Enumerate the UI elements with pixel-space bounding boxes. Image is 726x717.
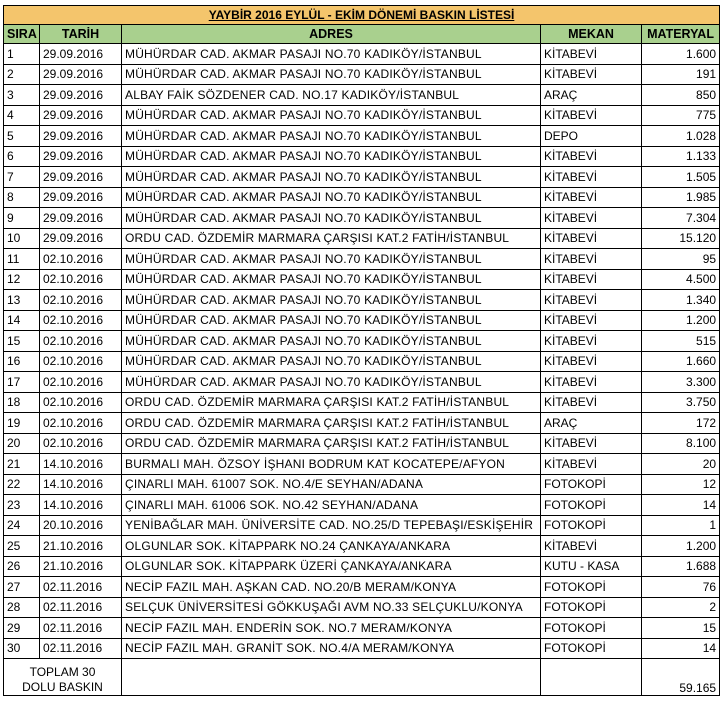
- cell-materyal: 2: [642, 597, 720, 618]
- header-adres: ADRES: [122, 25, 541, 44]
- cell-materyal: 12: [642, 474, 720, 495]
- table-row: [4, 228, 720, 249]
- cell-adres: MÜHÜRDAR CAD. AKMAR PASAJI NO.70 KADIKÖY/İSTANBUL: [122, 146, 541, 167]
- cell-tarih: 29.09.2016: [40, 44, 122, 65]
- table-row: [4, 638, 720, 659]
- header-mekan: MEKAN: [541, 25, 642, 44]
- total-empty-adres: [122, 659, 541, 696]
- cell-mekan: KİTABEVİ: [541, 433, 642, 454]
- table-row: [4, 44, 720, 65]
- cell-adres: MÜHÜRDAR CAD. AKMAR PASAJI NO.70 KADIKÖY/İSTANBUL: [122, 167, 541, 188]
- total-label-line1: TOPLAM 30: [29, 665, 96, 679]
- table-row: [4, 515, 720, 536]
- cell-mekan: FOTOKOPİ: [541, 597, 642, 618]
- cell-adres: MÜHÜRDAR CAD. AKMAR PASAJI NO.70 KADIKÖY/İSTANBUL: [122, 310, 541, 331]
- cell-adres: MÜHÜRDAR CAD. AKMAR PASAJI NO.70 KADIKÖY/İSTANBUL: [122, 208, 541, 229]
- header-row: [4, 25, 720, 44]
- cell-adres: MÜHÜRDAR CAD. AKMAR PASAJI NO.70 KADIKÖY/İSTANBUL: [122, 249, 541, 270]
- cell-tarih: 02.11.2016: [40, 597, 122, 618]
- cell-mekan: KİTABEVİ: [541, 372, 642, 393]
- table-row: [4, 64, 720, 85]
- cell-materyal: 1.133: [642, 146, 720, 167]
- cell-sira: 4: [4, 105, 40, 126]
- cell-sira: 25: [4, 536, 40, 557]
- cell-mekan: KİTABEVİ: [541, 269, 642, 290]
- table-row: [4, 249, 720, 270]
- table-body: [4, 44, 720, 659]
- table-row: [4, 556, 720, 577]
- table-row: [4, 392, 720, 413]
- raid-list-table: [3, 5, 720, 696]
- cell-tarih: 02.10.2016: [40, 372, 122, 393]
- cell-tarih: 29.09.2016: [40, 228, 122, 249]
- cell-adres: MÜHÜRDAR CAD. AKMAR PASAJI NO.70 KADIKÖY/İSTANBUL: [122, 269, 541, 290]
- cell-adres: ORDU CAD. ÖZDEMİR MARMARA ÇARŞISI KAT.2 FATİH/İSTANBUL: [122, 413, 541, 434]
- cell-sira: 26: [4, 556, 40, 577]
- table-row: [4, 290, 720, 311]
- cell-mekan: KİTABEVİ: [541, 64, 642, 85]
- table-row: [4, 474, 720, 495]
- cell-tarih: 29.09.2016: [40, 105, 122, 126]
- cell-materyal: 76: [642, 577, 720, 598]
- cell-sira: 3: [4, 85, 40, 106]
- cell-adres: MÜHÜRDAR CAD. AKMAR PASAJI NO.70 KADIKÖY/İSTANBUL: [122, 331, 541, 352]
- cell-tarih: 02.11.2016: [40, 577, 122, 598]
- cell-sira: 1: [4, 44, 40, 65]
- cell-mekan: KİTABEVİ: [541, 536, 642, 557]
- cell-sira: 7: [4, 167, 40, 188]
- cell-sira: 23: [4, 495, 40, 516]
- cell-adres: ORDU CAD. ÖZDEMİR MARMARA ÇARŞISI KAT.2 FATİH/İSTANBUL: [122, 433, 541, 454]
- cell-mekan: KİTABEVİ: [541, 290, 642, 311]
- table-row: [4, 495, 720, 516]
- table-row: [4, 105, 720, 126]
- cell-materyal: 515: [642, 331, 720, 352]
- cell-materyal: 1: [642, 515, 720, 536]
- cell-tarih: 02.10.2016: [40, 433, 122, 454]
- header-materyal: MATERYAL: [642, 25, 720, 44]
- cell-adres: MÜHÜRDAR CAD. AKMAR PASAJI NO.70 KADIKÖY/İSTANBUL: [122, 105, 541, 126]
- cell-tarih: 29.09.2016: [40, 85, 122, 106]
- cell-tarih: 14.10.2016: [40, 474, 122, 495]
- cell-sira: 29: [4, 618, 40, 639]
- cell-materyal: 1.985: [642, 187, 720, 208]
- table-row: [4, 187, 720, 208]
- cell-mekan: KİTABEVİ: [541, 167, 642, 188]
- cell-sira: 21: [4, 454, 40, 475]
- cell-sira: 19: [4, 413, 40, 434]
- cell-adres: MÜHÜRDAR CAD. AKMAR PASAJI NO.70 KADIKÖY/İSTANBUL: [122, 126, 541, 147]
- cell-tarih: 02.10.2016: [40, 392, 122, 413]
- cell-tarih: 02.10.2016: [40, 310, 122, 331]
- table-row: [4, 208, 720, 229]
- cell-mekan: FOTOKOPİ: [541, 515, 642, 536]
- cell-tarih: 29.09.2016: [40, 208, 122, 229]
- table-row: [4, 146, 720, 167]
- cell-materyal: 8.100: [642, 433, 720, 454]
- cell-materyal: 7.304: [642, 208, 720, 229]
- cell-adres: MÜHÜRDAR CAD. AKMAR PASAJI NO.70 KADIKÖY/İSTANBUL: [122, 351, 541, 372]
- cell-sira: 14: [4, 310, 40, 331]
- table-row: [4, 126, 720, 147]
- cell-sira: 24: [4, 515, 40, 536]
- cell-adres: ORDU CAD. ÖZDEMİR MARMARA ÇARŞISI KAT.2 FATİH/İSTANBUL: [122, 228, 541, 249]
- cell-tarih: 02.11.2016: [40, 638, 122, 659]
- cell-mekan: KİTABEVİ: [541, 249, 642, 270]
- cell-adres: NECİP FAZIL MAH. ENDERİN SOK. NO.7 MERAM/KONYA: [122, 618, 541, 639]
- cell-tarih: 20.10.2016: [40, 515, 122, 536]
- cell-materyal: 172: [642, 413, 720, 434]
- cell-sira: 16: [4, 351, 40, 372]
- cell-mekan: FOTOKOPİ: [541, 495, 642, 516]
- table-row: [4, 331, 720, 352]
- cell-sira: 12: [4, 269, 40, 290]
- cell-sira: 28: [4, 597, 40, 618]
- cell-sira: 15: [4, 331, 40, 352]
- cell-sira: 20: [4, 433, 40, 454]
- cell-tarih: 21.10.2016: [40, 536, 122, 557]
- cell-adres: MÜHÜRDAR CAD. AKMAR PASAJI NO.70 KADIKÖY/İSTANBUL: [122, 290, 541, 311]
- cell-materyal: 1.028: [642, 126, 720, 147]
- cell-mekan: ARAÇ: [541, 85, 642, 106]
- cell-materyal: 15: [642, 618, 720, 639]
- table-row: [4, 454, 720, 475]
- table-row: [4, 85, 720, 106]
- cell-sira: 18: [4, 392, 40, 413]
- cell-adres: ALBAY FAİK SÖZDENER CAD. NO.17 KADIKÖY/İSTANBUL: [122, 85, 541, 106]
- cell-materyal: 1.600: [642, 44, 720, 65]
- cell-tarih: 14.10.2016: [40, 454, 122, 475]
- cell-materyal: 191: [642, 64, 720, 85]
- cell-adres: MÜHÜRDAR CAD. AKMAR PASAJI NO.70 KADIKÖY/İSTANBUL: [122, 44, 541, 65]
- cell-adres: ORDU CAD. ÖZDEMİR MARMARA ÇARŞISI KAT.2 FATİH/İSTANBUL: [122, 392, 541, 413]
- table-row: [4, 433, 720, 454]
- cell-mekan: FOTOKOPİ: [541, 474, 642, 495]
- cell-mekan: ARAÇ: [541, 413, 642, 434]
- cell-sira: 13: [4, 290, 40, 311]
- table-row: [4, 536, 720, 557]
- cell-materyal: 15.120: [642, 228, 720, 249]
- cell-mekan: FOTOKOPİ: [541, 577, 642, 598]
- cell-materyal: 4.500: [642, 269, 720, 290]
- cell-adres: ÇINARLI MAH. 61006 SOK. NO.42 SEYHAN/ADANA: [122, 495, 541, 516]
- cell-adres: ÇINARLI MAH. 61007 SOK. NO.4/E SEYHAN/ADANA: [122, 474, 541, 495]
- cell-materyal: 14: [642, 638, 720, 659]
- table-row: [4, 577, 720, 598]
- cell-adres: NECİP FAZIL MAH. GRANİT SOK. NO.4/A MERAM/KONYA: [122, 638, 541, 659]
- cell-mekan: KİTABEVİ: [541, 454, 642, 475]
- cell-adres: BURMALI MAH. ÖZSOY İŞHANI BODRUM KAT KOCATEPE/AFYON: [122, 454, 541, 475]
- cell-mekan: KİTABEVİ: [541, 351, 642, 372]
- cell-tarih: 02.11.2016: [40, 618, 122, 639]
- cell-tarih: 29.09.2016: [40, 64, 122, 85]
- cell-tarih: 29.09.2016: [40, 167, 122, 188]
- table-row: [4, 372, 720, 393]
- total-empty-mekan: [541, 659, 642, 696]
- cell-mekan: KUTU - KASA: [541, 556, 642, 577]
- cell-materyal: 1.660: [642, 351, 720, 372]
- title-row: [4, 6, 720, 25]
- cell-materyal: 3.750: [642, 392, 720, 413]
- cell-mekan: KİTABEVİ: [541, 208, 642, 229]
- cell-mekan: FOTOKOPİ: [541, 618, 642, 639]
- cell-adres: SELÇUK ÜNİVERSİTESİ GÖKKUŞAĞI AVM NO.33 SELÇUKLU/KONYA: [122, 597, 541, 618]
- cell-sira: 22: [4, 474, 40, 495]
- cell-mekan: KİTABEVİ: [541, 146, 642, 167]
- cell-adres: MÜHÜRDAR CAD. AKMAR PASAJI NO.70 KADIKÖY/İSTANBUL: [122, 372, 541, 393]
- cell-adres: OLGUNLAR SOK. KİTAPPARK NO.24 ÇANKAYA/ANKARA: [122, 536, 541, 557]
- cell-sira: 30: [4, 638, 40, 659]
- cell-sira: 27: [4, 577, 40, 598]
- cell-materyal: 1.340: [642, 290, 720, 311]
- cell-mekan: FOTOKOPİ: [541, 638, 642, 659]
- cell-adres: OLGUNLAR SOK. KİTAPPARK ÜZERİ ÇANKAYA/ANKARA: [122, 556, 541, 577]
- cell-materyal: 95: [642, 249, 720, 270]
- cell-sira: 10: [4, 228, 40, 249]
- table-row: [4, 597, 720, 618]
- cell-sira: 17: [4, 372, 40, 393]
- cell-materyal: 1.505: [642, 167, 720, 188]
- cell-materyal: 1.200: [642, 310, 720, 331]
- cell-mekan: KİTABEVİ: [541, 331, 642, 352]
- table-row: [4, 351, 720, 372]
- cell-tarih: 02.10.2016: [40, 413, 122, 434]
- cell-adres: YENİBAĞLAR MAH. ÜNİVERSİTE CAD. NO.25/D TEPEBAŞI/ESKİŞEHİR: [122, 515, 541, 536]
- cell-tarih: 02.10.2016: [40, 331, 122, 352]
- table-row: [4, 413, 720, 434]
- cell-tarih: 14.10.2016: [40, 495, 122, 516]
- header-sira: SIRA: [4, 25, 40, 44]
- cell-mekan: KİTABEVİ: [541, 310, 642, 331]
- total-materyal: 59.165: [642, 659, 720, 696]
- cell-materyal: 20: [642, 454, 720, 475]
- cell-sira: 2: [4, 64, 40, 85]
- cell-adres: MÜHÜRDAR CAD. AKMAR PASAJI NO.70 KADIKÖY/İSTANBUL: [122, 187, 541, 208]
- table-row: [4, 310, 720, 331]
- cell-tarih: 02.10.2016: [40, 249, 122, 270]
- cell-tarih: 02.10.2016: [40, 269, 122, 290]
- cell-materyal: 14: [642, 495, 720, 516]
- cell-mekan: DEPO: [541, 126, 642, 147]
- cell-sira: 5: [4, 126, 40, 147]
- raid-list-sheet: [3, 5, 720, 696]
- cell-sira: 11: [4, 249, 40, 270]
- cell-mekan: KİTABEVİ: [541, 392, 642, 413]
- cell-tarih: 21.10.2016: [40, 556, 122, 577]
- cell-materyal: 1.200: [642, 536, 720, 557]
- cell-mekan: KİTABEVİ: [541, 187, 642, 208]
- table-row: [4, 618, 720, 639]
- cell-tarih: 29.09.2016: [40, 187, 122, 208]
- total-label-line2: DOLU BASKIN: [22, 680, 103, 694]
- cell-sira: 6: [4, 146, 40, 167]
- header-tarih: TARİH: [40, 25, 122, 44]
- total-label: [4, 659, 122, 696]
- cell-sira: 9: [4, 208, 40, 229]
- cell-sira: 8: [4, 187, 40, 208]
- table-row: [4, 269, 720, 290]
- cell-mekan: KİTABEVİ: [541, 228, 642, 249]
- cell-adres: NECİP FAZIL MAH. AŞKAN CAD. NO.20/B MERAM/KONYA: [122, 577, 541, 598]
- cell-materyal: 3.300: [642, 372, 720, 393]
- cell-tarih: 29.09.2016: [40, 126, 122, 147]
- cell-materyal: 775: [642, 105, 720, 126]
- cell-tarih: 02.10.2016: [40, 290, 122, 311]
- cell-materyal: 850: [642, 85, 720, 106]
- cell-adres: MÜHÜRDAR CAD. AKMAR PASAJI NO.70 KADIKÖY/İSTANBUL: [122, 64, 541, 85]
- cell-mekan: KİTABEVİ: [541, 105, 642, 126]
- cell-mekan: KİTABEVİ: [541, 44, 642, 65]
- cell-materyal: 1.688: [642, 556, 720, 577]
- table-row: [4, 167, 720, 188]
- total-row: [4, 659, 720, 696]
- cell-tarih: 02.10.2016: [40, 351, 122, 372]
- cell-tarih: 29.09.2016: [40, 146, 122, 167]
- sheet-title: YAYBİR 2016 EYLÜL - EKİM DÖNEMİ BASKIN LİSTESİ: [4, 6, 720, 25]
